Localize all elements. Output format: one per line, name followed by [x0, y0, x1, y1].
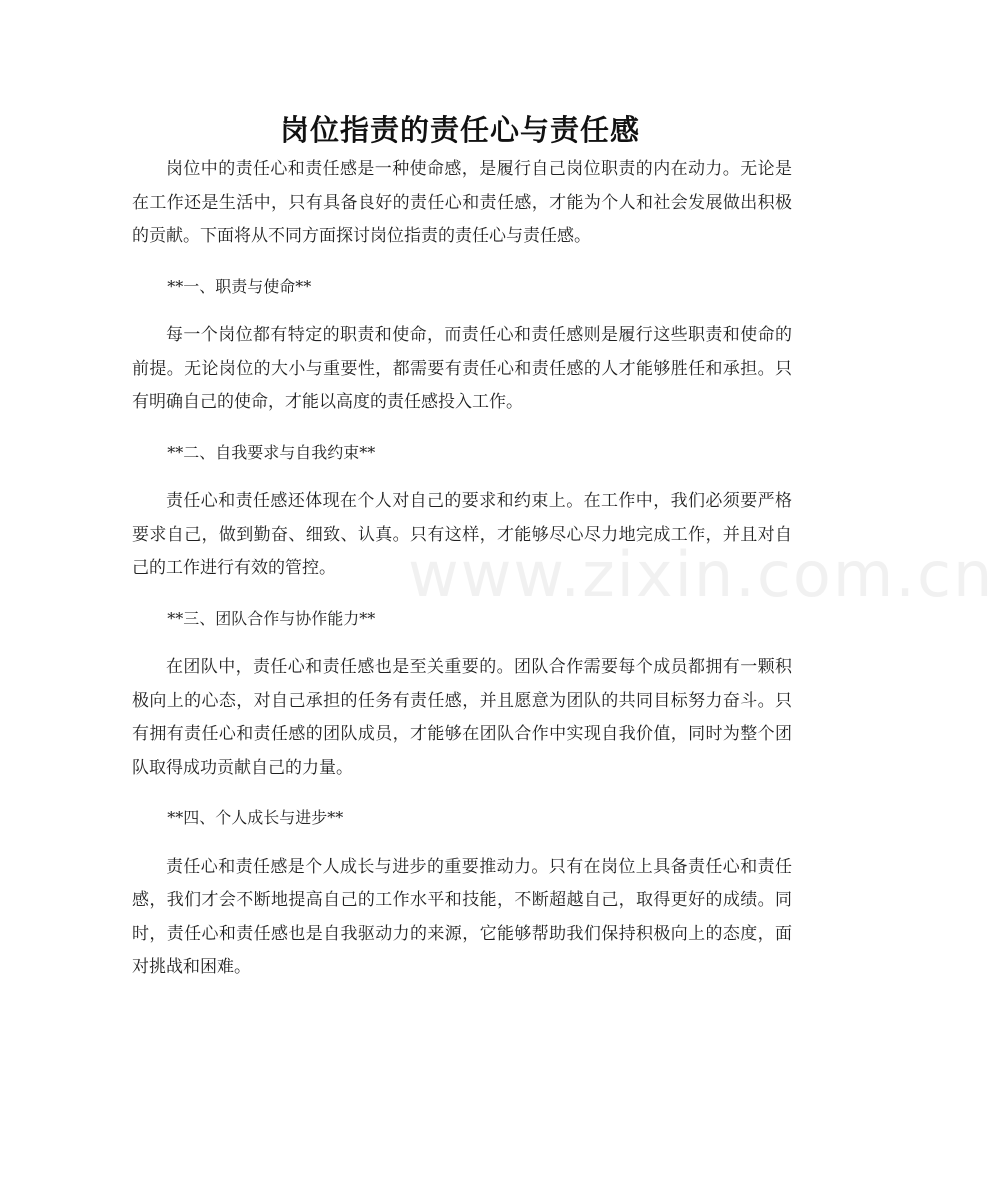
- section-heading-4: **四、个人成长与进步**: [167, 808, 344, 827]
- section-paragraph-3: 在团队中，责任心和责任感也是至关重要的。团队合作需要每个成员都拥有一颗积极向上的心态，对自己承担的任务有责任感，并且愿意为团队的共同目标努力奋斗。只有拥有责任心和责任感的团队成员，才能够在团队合作中实现自我价值，同时为整个团队取得成功贡献自己的力量。: [132, 657, 792, 778]
- section-paragraph-2: 责任心和责任感还体现在个人对自己的要求和约束上。在工作中，我们必须要严格要求自己，做到勤奋、细致、认真。只有这样，才能够尽心尽力地完成工作，并且对自己的工作进行有效的管控。: [132, 491, 792, 578]
- section-paragraph-1: 每一个岗位都有特定的职责和使命，而责任心和责任感则是履行这些职责和使命的前提。无论岗位的大小与重要性，都需要有责任心和责任感的人才能够胜任和承担。只有明确自己的使命，才能以高度的责任感投入工作。: [132, 325, 792, 412]
- document-body: [132, 153, 792, 985]
- section-heading-3: **三、团队合作与协作能力**: [167, 608, 376, 628]
- intro-paragraph: 岗位中的责任心和责任感是一种使命感，是履行自己岗位职责的内在动力。无论是在工作还是生活中，只有具备良好的责任心和责任感，才能为个人和社会发展做出积极的贡献。下面将从不同方面探讨岗位指责的责任心与责任感。: [132, 159, 792, 246]
- section-heading-1: **一、职责与使命**: [167, 276, 312, 296]
- section-heading-2: **二、自我要求与自我约束**: [167, 442, 376, 462]
- section-paragraph-4: 责任心和责任感是个人成长与进步的重要推动力。只有在岗位上具备责任心和责任感，我们才会不断地提高自己的工作水平和技能，不断超越自己，取得更好的成绩。同时，责任心和责任感也是自我驱动力的来源，它能够帮助我们保持积极向上的态度，面对挑战和困难。: [132, 856, 792, 977]
- page-title: 岗位指责的责任心与责任感: [279, 113, 640, 147]
- watermark: www.zixin.com.cn: [408, 538, 994, 611]
